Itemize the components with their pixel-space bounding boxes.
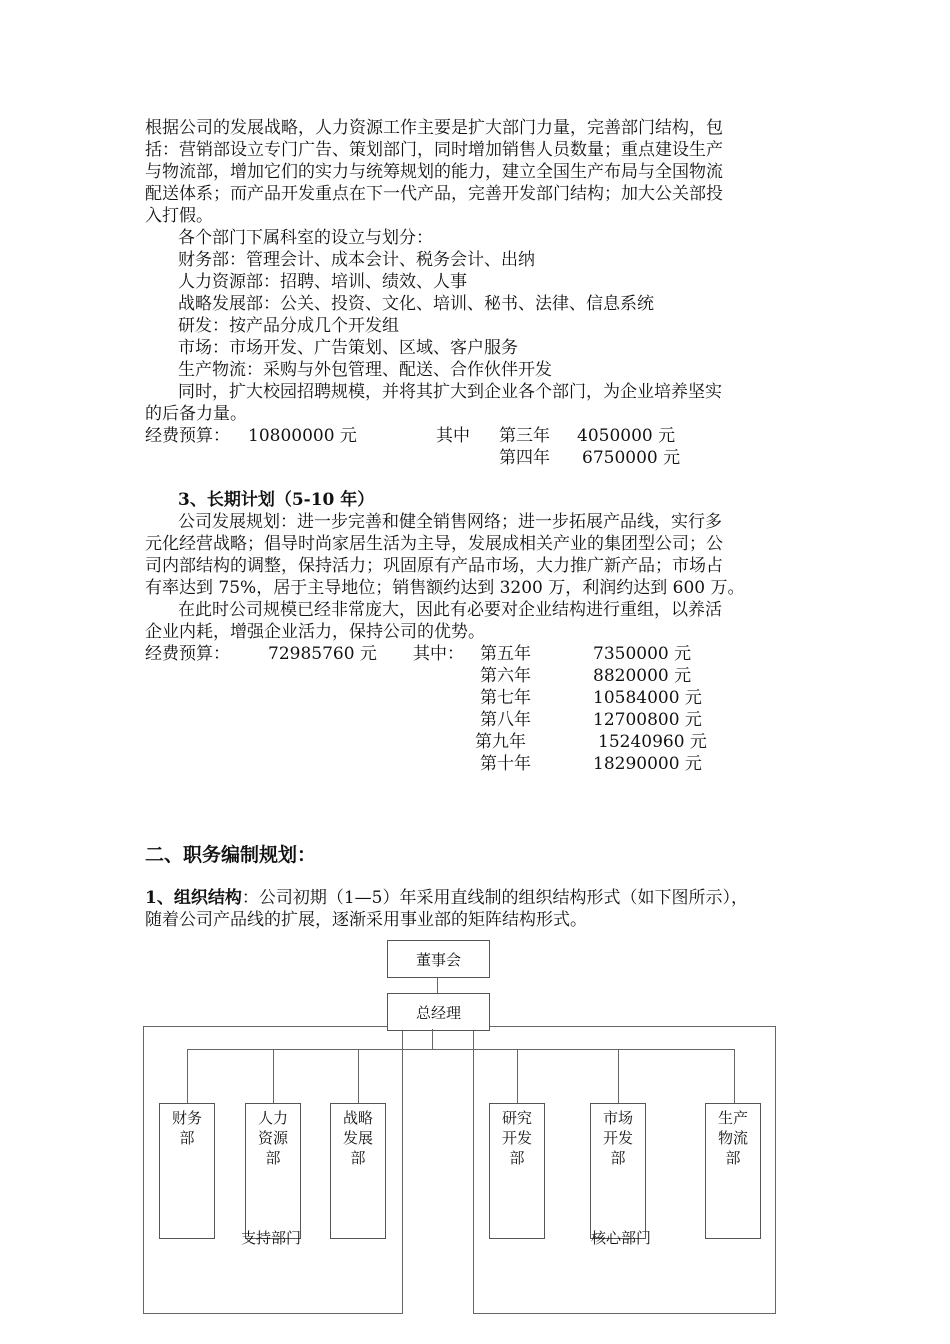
dept-market: 市场：市场开发、广告策划、区域、客户服务 xyxy=(178,338,518,358)
budget1-total: 10800000 元 xyxy=(248,426,357,446)
dept-logistics: 生产物流：采购与外包管理、配送、合作伙伴开发 xyxy=(178,360,552,380)
budget2-amount-6: 8820000 元 xyxy=(593,666,692,686)
budget1-amount-4: 6750000 元 xyxy=(582,448,681,468)
dept-box-text: 部 xyxy=(509,1149,525,1167)
connector-market xyxy=(618,1049,619,1103)
dept-box-text: 资源 xyxy=(257,1129,288,1147)
dept-box-text: 财务 xyxy=(171,1109,202,1127)
long-term-p2-line-1: 在此时公司规模已经非常庞大，因此有必要对企业结构进行重组，以养活 xyxy=(178,600,722,620)
para1-line-4: 配送体系；而产品开发重点在下一代产品，完善开发部门结构；加大公关部投 xyxy=(145,184,723,204)
long-term-heading: 3、长期计划（5-10 年） xyxy=(178,490,375,510)
dept-box-market xyxy=(590,1103,646,1239)
core-group-label: 核心部门 xyxy=(591,1229,652,1247)
budget2-amount-10: 18290000 元 xyxy=(593,754,702,774)
budget2-year-9: 第九年 xyxy=(475,732,526,752)
dept-box-text: 物流 xyxy=(717,1129,748,1147)
long-term-line-1: 公司发展规划：进一步完善和健全销售网络；进一步拓展产品线，实行多 xyxy=(178,512,722,532)
org-intro-line-1 xyxy=(145,887,748,909)
budget1-amount-3: 4050000 元 xyxy=(577,426,676,446)
long-term-p2-line-2: 企业内耗，增强企业活力，保持公司的优势。 xyxy=(145,622,485,642)
budget2-label: 经费预算： xyxy=(145,644,230,664)
connector-board-gm xyxy=(437,977,438,993)
connector-hr xyxy=(273,1049,274,1103)
dept-box-text: 部 xyxy=(725,1149,741,1167)
dept-box-text: 开发 xyxy=(602,1129,633,1147)
connector-bus xyxy=(187,1049,734,1050)
budget2-year-5: 第五年 xyxy=(480,644,531,664)
budget2-year-8: 第八年 xyxy=(480,710,531,730)
dept-box-text: 发展 xyxy=(342,1129,373,1147)
connector-rnd xyxy=(517,1049,518,1103)
budget2-year-10: 第十年 xyxy=(480,754,531,774)
budget1-year-3: 第三年 xyxy=(499,426,550,446)
connector-finance xyxy=(187,1049,188,1103)
dept-box-rnd xyxy=(489,1103,545,1239)
budget2-amount-7: 10584000 元 xyxy=(593,688,702,708)
org-intro-rest: ：公司初期（1—5）年采用直线制的组织结构形式（如下图所示）， xyxy=(241,888,748,908)
budget2-amount-5: 7350000 元 xyxy=(593,644,692,664)
dept-box-text: 部 xyxy=(265,1149,281,1167)
budget1-label: 经费预算： xyxy=(145,426,230,446)
dept-box-text: 部 xyxy=(350,1149,366,1167)
dept-box-text: 市场 xyxy=(602,1109,633,1127)
campus-line-1: 同时，扩大校园招聘规模，并将其扩大到企业各个部门，为企业培养坚实 xyxy=(178,382,722,402)
dept-hr: 人力资源部：招聘、培训、绩效、人事 xyxy=(178,272,467,292)
gm-box: 总经理 xyxy=(387,993,490,1031)
para1-line-1: 根据公司的发展战略，人力资源工作主要是扩大部门力量，完善部门结构，包 xyxy=(145,118,723,138)
support-group-label: 支持部门 xyxy=(241,1229,302,1247)
para1-line-5: 入打假。 xyxy=(145,206,213,226)
dept-box-text: 开发 xyxy=(501,1129,532,1147)
dept-intro: 各个部门下属科室的设立与划分： xyxy=(178,228,433,248)
budget2-year-6: 第六年 xyxy=(480,666,531,686)
budget1-among: 其中 xyxy=(436,426,470,446)
connector-gm-bus xyxy=(432,1029,433,1049)
connector-strategy xyxy=(358,1049,359,1103)
org-intro-line-2: 随着公司产品线的扩展，逐渐采用事业部的矩阵结构形式。 xyxy=(145,910,587,930)
campus-line-2: 的后备力量。 xyxy=(145,404,247,424)
dept-box-logistics xyxy=(705,1103,761,1239)
budget2-total: 72985760 元 xyxy=(268,644,377,664)
connector-logistics xyxy=(734,1049,735,1103)
para1-line-2: 括：营销部设立专门广告、策划部门，同时增加销售人员数量；重点建设生产 xyxy=(145,140,723,160)
dept-box-text: 部 xyxy=(179,1129,195,1147)
budget1-year-4: 第四年 xyxy=(499,448,550,468)
dept-box-text: 战略 xyxy=(342,1109,373,1127)
budget2-amount-8: 12700800 元 xyxy=(593,710,702,730)
long-term-line-3: 司内部结构的调整，保持活力；巩固原有产品市场，大力推广新产品；市场占 xyxy=(145,556,723,576)
dept-box-finance xyxy=(159,1103,215,1239)
long-term-line-4: 有率达到 75%，居于主导地位；销售额约达到 3200 万，利润约达到 600 万。 xyxy=(145,578,745,598)
section2-title: 二、职务编制规划： xyxy=(145,844,317,866)
dept-strategy: 战略发展部：公关、投资、文化、培训、秘书、法律、信息系统 xyxy=(178,294,654,314)
dept-rnd: 研发：按产品分成几个开发组 xyxy=(178,316,399,336)
dept-box-text: 人力 xyxy=(257,1109,288,1127)
dept-box-hr xyxy=(245,1103,301,1239)
dept-box-strategy xyxy=(330,1103,386,1239)
budget2-amount-9: 15240960 元 xyxy=(598,732,707,752)
dept-box-text: 生产 xyxy=(717,1109,748,1127)
org-intro-bold: 1、组织结构 xyxy=(145,888,242,908)
dept-box-text: 研究 xyxy=(501,1109,532,1127)
long-term-line-2: 元化经营战略；倡导时尚家居生活为主导，发展成相关产业的集团型公司；公 xyxy=(145,534,723,554)
budget2-among: 其中： xyxy=(413,644,464,664)
dept-box-text: 部 xyxy=(610,1149,626,1167)
board-box: 董事会 xyxy=(387,940,490,978)
para1-line-3: 与物流部，增加它们的实力与统筹规划的能力，建立全国生产布局与全国物流 xyxy=(145,162,723,182)
budget2-year-7: 第七年 xyxy=(480,688,531,708)
dept-finance: 财务部：管理会计、成本会计、税务会计、出纳 xyxy=(178,250,535,270)
